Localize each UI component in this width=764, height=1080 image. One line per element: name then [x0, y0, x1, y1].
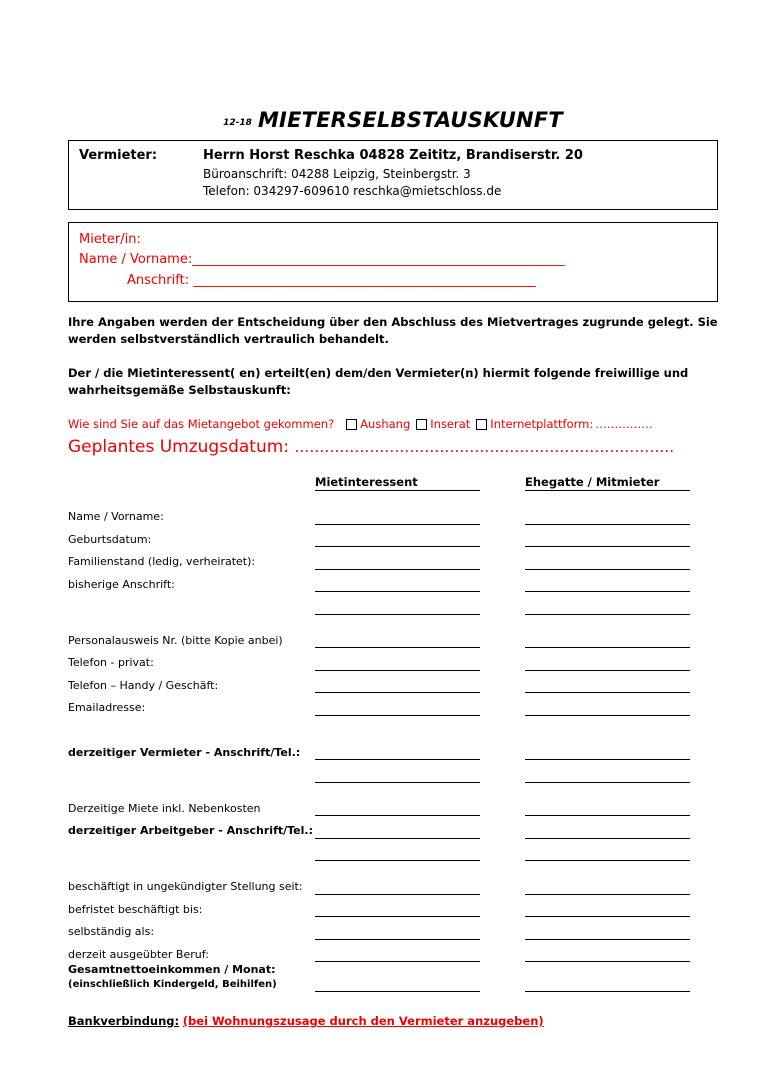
table-row — [68, 648, 718, 671]
table-row — [68, 794, 718, 817]
option-label-inserat: Inserat — [430, 417, 471, 432]
table-row — [68, 940, 718, 963]
field-label: derzeit ausgeübter Beruf: — [68, 947, 209, 961]
field-input-spouse[interactable] — [525, 927, 690, 940]
field-input-spouse[interactable] — [525, 703, 690, 716]
field-input-applicant[interactable] — [315, 803, 480, 816]
field-input-applicant[interactable] — [315, 635, 480, 648]
field-input-spouse[interactable] — [525, 747, 690, 760]
table-row — [68, 626, 718, 649]
field-input-applicant[interactable] — [315, 904, 480, 917]
checkbox-internetplattform[interactable] — [476, 419, 487, 430]
privacy-paragraph: Ihre Angaben werden der Entscheidung über den Abschluss des Mietvertrages zugrunde gelegt. Sie werden selbstverständlich vertraulich behandelt. — [68, 315, 718, 347]
field-input-spouse[interactable] — [525, 848, 690, 861]
table-row — [68, 816, 718, 839]
field-input-applicant[interactable] — [315, 949, 480, 962]
row-spacer — [68, 615, 718, 626]
table-row — [68, 502, 718, 525]
table-row — [68, 738, 718, 761]
field-input-spouse[interactable] — [525, 979, 690, 992]
landlord-office-address: Büroanschrift: 04288 Leipzig, Steinbergstr. 3 — [203, 166, 471, 181]
table-row — [68, 525, 718, 548]
table-row — [68, 693, 718, 716]
field-input-applicant[interactable] — [315, 848, 480, 861]
row-spacer — [68, 727, 718, 738]
table-row — [68, 917, 718, 940]
landlord-details — [203, 147, 707, 201]
field-label: bisherige Anschrift: — [68, 577, 175, 591]
move-date-label: Geplantes Umzugsdatum: — [68, 437, 290, 458]
field-label: Geburtsdatum: — [68, 532, 152, 546]
page-title: MIETERSELBSTAUSKUNFT — [257, 108, 563, 132]
option-label-aushang: Aushang — [360, 417, 411, 432]
field-label — [68, 782, 315, 783]
field-input-spouse[interactable] — [525, 904, 690, 917]
tenant-box — [68, 222, 718, 302]
row-spacer — [68, 783, 718, 794]
bank-details-row — [68, 1014, 718, 1028]
field-input-spouse[interactable] — [525, 557, 690, 570]
landlord-contact: Telefon: 034297-609610 reschka@mietschloss.de — [203, 184, 502, 199]
tenant-address-row — [79, 271, 707, 292]
field-label: Derzeitige Miete inkl. Nebenkosten — [68, 801, 261, 815]
field-input-spouse[interactable] — [525, 658, 690, 671]
field-input-applicant[interactable] — [315, 512, 480, 525]
income-label-line2: (einschließlich Kindergeld, Beihilfen) — [68, 978, 277, 990]
tenant-heading: Mieter/in: — [79, 231, 141, 247]
field-input-spouse[interactable] — [525, 512, 690, 525]
table-row — [68, 872, 718, 895]
internetplattform-input[interactable]: …………… — [595, 417, 653, 432]
checkbox-aushang[interactable] — [346, 419, 357, 430]
field-label: selbständig als: — [68, 925, 155, 939]
field-input-spouse[interactable] — [525, 635, 690, 648]
field-input-applicant[interactable] — [315, 579, 480, 592]
row-spacer — [68, 716, 718, 727]
source-question-row — [68, 417, 718, 431]
table-row — [68, 760, 718, 783]
income-label — [68, 963, 315, 992]
field-input-applicant[interactable] — [315, 979, 480, 992]
column-header-spacer — [68, 475, 315, 491]
bank-note: (bei Wohnungszusage durch den Vermieter anzugeben) — [182, 1014, 544, 1029]
column-headers — [68, 475, 718, 491]
field-input-applicant[interactable] — [315, 927, 480, 940]
tenant-name-label: Name / Vorname: — [79, 252, 193, 268]
row-spacer — [68, 861, 718, 872]
field-input-spouse[interactable] — [525, 949, 690, 962]
field-input-applicant[interactable] — [315, 557, 480, 570]
column-header-spouse: Ehegatte / Mitmieter — [525, 475, 690, 491]
field-label — [68, 860, 315, 861]
field-input-applicant[interactable] — [315, 882, 480, 895]
checkbox-inserat[interactable] — [416, 419, 427, 430]
field-input-spouse[interactable] — [525, 534, 690, 547]
field-input-applicant[interactable] — [315, 602, 480, 615]
source-question-label: Wie sind Sie auf das Mietangebot gekommen? — [68, 417, 335, 432]
field-label: derzeitiger Arbeitgeber - Anschrift/Tel.: — [68, 824, 313, 838]
field-input-applicant[interactable] — [315, 658, 480, 671]
field-input-spouse[interactable] — [525, 826, 690, 839]
bank-label: Bankverbindung: — [68, 1014, 180, 1029]
field-label: Name / Vorname: — [68, 510, 164, 524]
row-spacer — [68, 491, 718, 502]
field-label — [68, 614, 315, 615]
table-row — [68, 671, 718, 694]
field-input-spouse[interactable] — [525, 770, 690, 783]
field-input-applicant[interactable] — [315, 680, 480, 693]
tenant-name-row — [79, 250, 707, 271]
field-label: Emailadresse: — [68, 701, 146, 715]
move-date-input[interactable]: …………………………………………………………………. — [294, 438, 675, 457]
field-input-spouse[interactable] — [525, 680, 690, 693]
field-label: beschäftigt in ungekündigter Stellung seit: — [68, 880, 303, 894]
field-label: Personalausweis Nr. (bitte Kopie anbei) — [68, 633, 283, 647]
landlord-name: Herrn Horst Reschka 04828 Zeititz, Brandiserstr. 20 — [203, 148, 583, 163]
field-input-applicant[interactable] — [315, 770, 480, 783]
table-row — [68, 592, 718, 615]
field-input-applicant[interactable] — [315, 534, 480, 547]
document-content — [68, 108, 718, 1028]
field-label: Telefon - privat: — [68, 656, 154, 670]
field-label: befristet beschäftigt bis: — [68, 902, 203, 916]
field-input-spouse[interactable] — [525, 579, 690, 592]
move-date-row — [68, 437, 718, 457]
field-input-applicant[interactable] — [315, 747, 480, 760]
table-row — [68, 547, 718, 570]
field-input-applicant[interactable] — [315, 826, 480, 839]
table-row — [68, 962, 718, 992]
field-input-applicant[interactable] — [315, 703, 480, 716]
declaration-paragraph: Der / die Mietinteressent( en) erteilt(en) dem/den Vermieter(n) hiermit folgende freiwillige und wahrheitsgemäße Selbstauskunft: — [68, 365, 689, 397]
option-label-internetplattform: Internetplattform: — [490, 417, 594, 432]
column-header-applicant: Mietinteressent — [315, 475, 480, 491]
table-row — [68, 895, 718, 918]
tenant-address-label: Anschrift: — [127, 273, 190, 289]
table-row — [68, 570, 718, 593]
table-row — [68, 839, 718, 862]
tenant-address-input[interactable]: _________________________________________________________ — [193, 273, 536, 289]
form-grid — [68, 475, 718, 992]
field-input-spouse[interactable] — [525, 882, 690, 895]
field-label: Familienstand (ledig, verheiratet): — [68, 555, 256, 569]
landlord-label: Vermieter: — [79, 148, 158, 163]
field-input-spouse[interactable] — [525, 602, 690, 615]
tenant-name-input[interactable]: ______________________________________________________________ — [192, 252, 565, 268]
landlord-box — [68, 140, 718, 210]
field-label: Telefon – Handy / Geschäft: — [68, 678, 219, 692]
field-input-spouse[interactable] — [525, 803, 690, 816]
field-label: derzeitiger Vermieter - Anschrift/Tel.: — [68, 745, 301, 759]
document-title-row — [68, 108, 718, 132]
income-label-line1: Gesamtnettoeinkommen / Monat: — [68, 962, 276, 976]
form-code: 12-18 — [223, 118, 252, 128]
